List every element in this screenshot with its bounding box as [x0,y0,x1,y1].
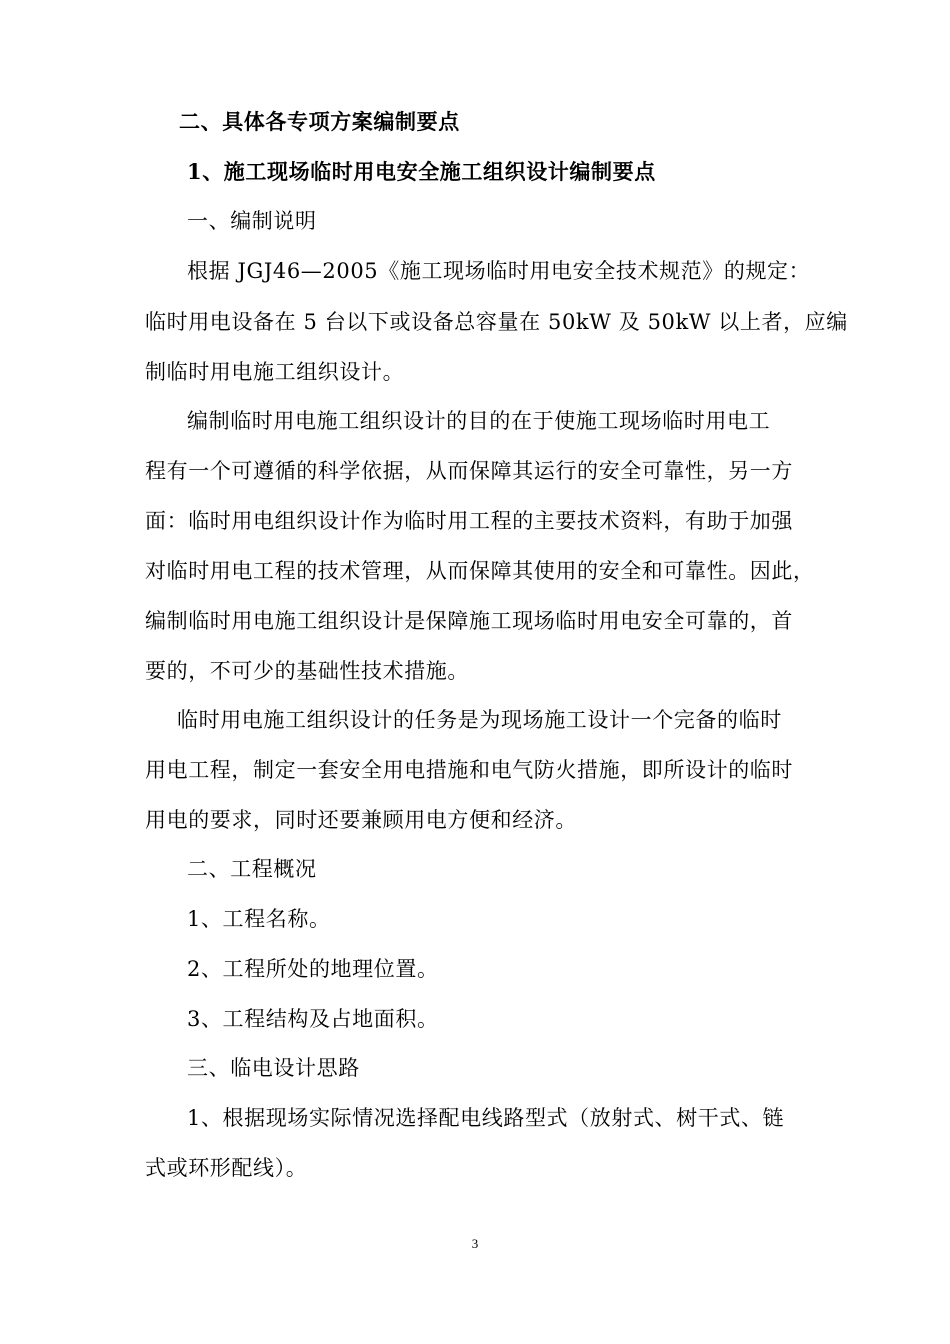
section-title-3: 三、临电设计思路 [187,1056,360,1080]
paragraph-line: 临时用电施工组织设计的任务是为现场施工设计一个完备的临时 [177,708,782,732]
paragraph-line: 编制临时用电施工组织设计是保障施工现场临时用电安全可靠的，首 [145,609,793,633]
list-item: 2、工程所处的地理位置。 [187,957,439,981]
list-item-continuation: 式或环形配线）。 [145,1156,308,1180]
paragraph-line: 对临时用电工程的技术管理，从而保障其使用的安全和可靠性。因此， [145,559,815,583]
list-item: 1、工程名称。 [187,907,331,931]
sub-heading: 1、施工现场临时用电安全施工组织设计编制要点 [187,159,656,184]
paragraph-line: 要的，不可少的基础性技术措施。 [145,659,469,683]
paragraph-line: 用电工程，制定一套安全用电措施和电气防火措施，即所设计的临时 [145,758,793,782]
main-heading: 二、具体各专项方案编制要点 [179,109,460,134]
list-item: 3、工程结构及占地面积。 [187,1007,439,1031]
paragraph-line: 制临时用电施工组织设计。 [145,360,405,384]
section-title-2: 二、工程概况 [187,857,317,881]
paragraph-line: 根据 JGJ46—2005《施工现场临时用电安全技术规范》的规定： [187,259,811,283]
paragraph-line: 编制临时用电施工组织设计的目的在于使施工现场临时用电工 [187,409,771,433]
paragraph-line: 临时用电设备在 5 台以下或设备总容量在 50kW 及 50kW 以上者，应编 [145,310,848,334]
paragraph-line: 面：临时用电组织设计作为临时用工程的主要技术资料，有助于加强 [145,509,793,533]
paragraph-line: 程有一个可遵循的科学依据，从而保障其运行的安全可靠性，另一方 [145,459,793,483]
list-item: 1、根据现场实际情况选择配电线路型式（放射式、树干式、链 [187,1106,785,1130]
page-number: 3 [471,1236,479,1251]
paragraph-line: 用电的要求，同时还要兼顾用电方便和经济。 [145,808,577,832]
section-title-1: 一、编制说明 [187,209,317,233]
